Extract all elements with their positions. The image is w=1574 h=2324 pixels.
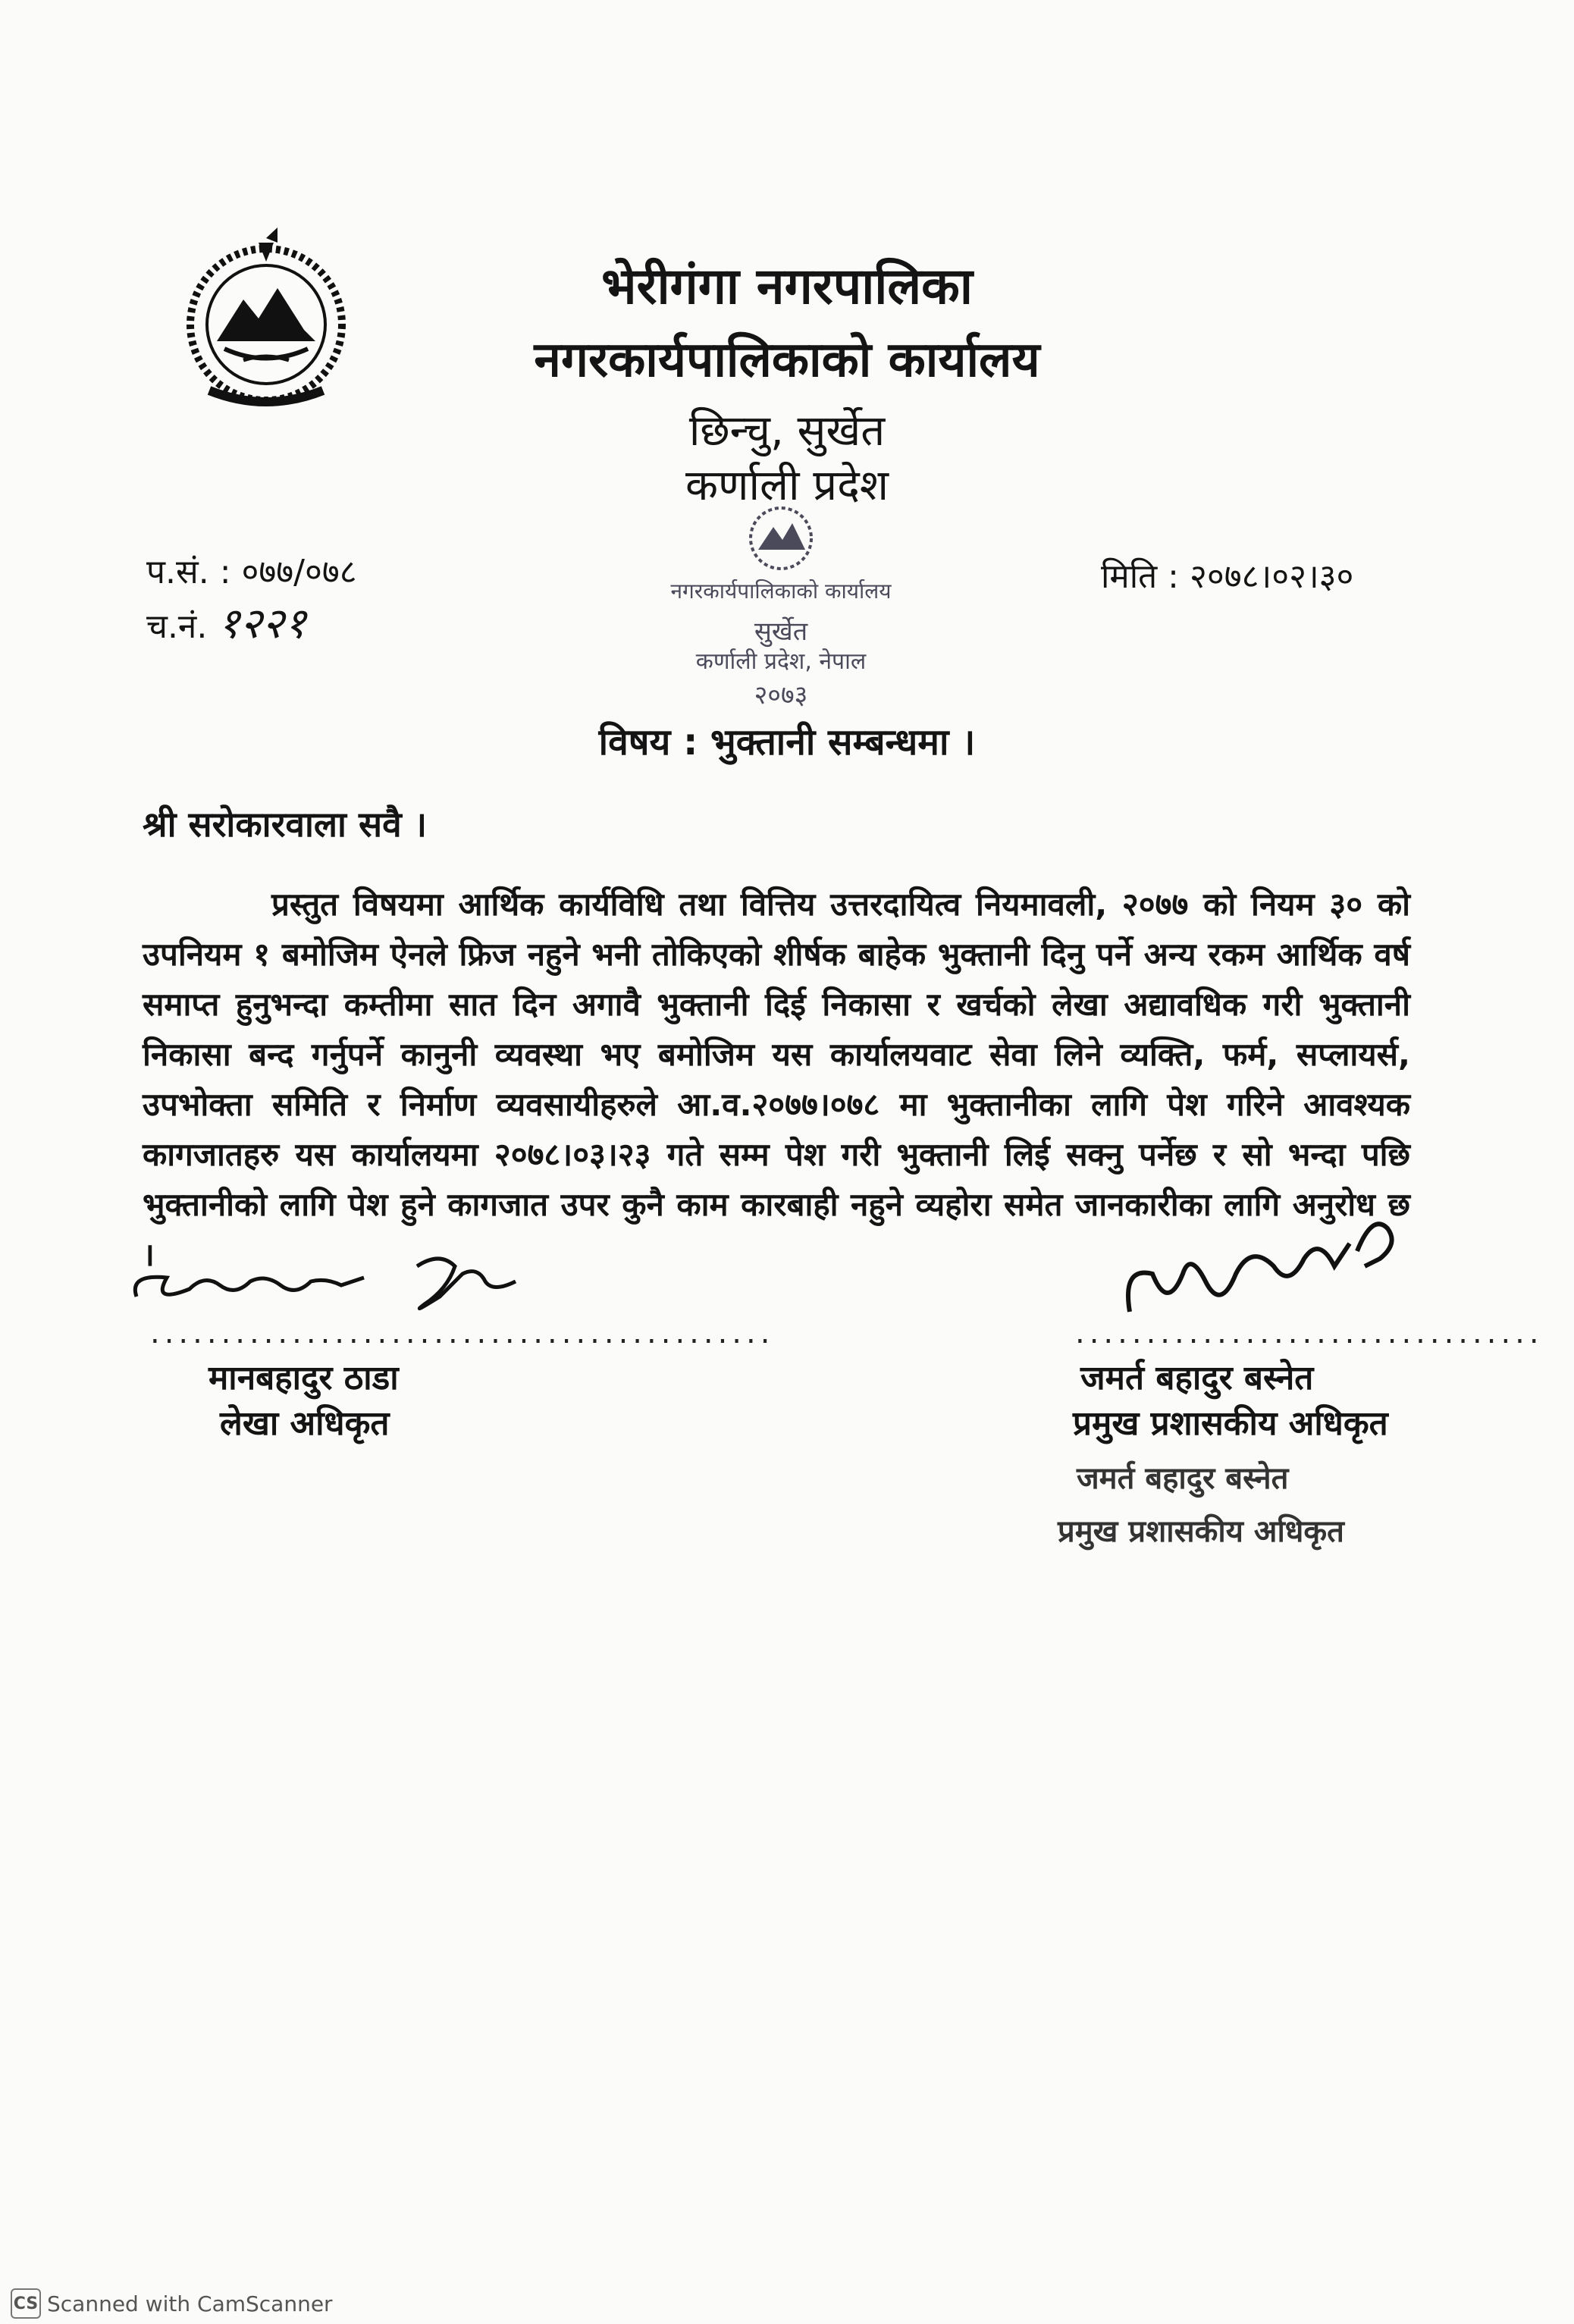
left-signatory-title: लेखा अधिकृत [220,1404,390,1443]
right-signature [1099,1198,1418,1327]
municipality-name: भेरीगंगा नगरपालिका [601,257,973,315]
right-signatory-name: जमर्त बहादुर बस्नेत [1080,1359,1314,1397]
office-address: छिन्चु, सुर्खेत [688,406,886,456]
province-name: कर्णाली प्रदेश [685,461,889,510]
right-signature-dots: ................................. [1075,1316,1544,1350]
ps-reference [146,547,357,593]
office-name: नगरकार्यपालिकाको कार्यालय [534,332,1040,388]
left-signature [121,1244,561,1327]
letter-body: प्रस्तुत विषयमा आर्थिक कार्यविधि तथा वित्तिय उत्तरदायित्व नियमावली, २०७७ को नियम ३० को उपनियम १ बमोजिम ऐनले फ्रिज नहुने भनी तोकिएको शीर्षक बाहेक भुक्तानी दिनु पर्ने अन्य रकम आर्थिक वर्ष समाप्त हुनुभन्दा कम्तीमा सात दिन अगावै भुक्तानी दिई निकासा र खर्चको लेखा अद्यावधिक गरी भुक्तानी निकासा बन्द गर्नुपर्ने कानुनी व्यवस्था भए बमोजिम यस कार्यालयवाट सेवा लिने व्यक्ति, फर्म, सप्लायर्स, उपभोक्ता समिति र निर्माण व्यवसायीहरुले आ.व.२०७७।०७८ मा भुक्तानीका लागि पेश गरिने आवश्यक कागजातहरु यस कार्यालयमा २०७८।०३।२३ गते सम्म पेश गरी भुक्तानी लिई सक्नु पर्नेछ र सो भन्दा पछि भुक्तानीको लागि पेश हुने कागजात उपर कुनै काम कारबाही नहुने व्यहोरा समेत जानकारीका लागि अनुरोध छ । [143,886,1410,1273]
stamp-line-district: सुर्खेत [754,616,808,647]
name-stamp: जमर्त बहादुर बस्नेत [1077,1460,1289,1496]
ps-value: ०७७/०७८ [241,553,357,591]
camscanner-icon: CS [11,2288,41,2319]
stamp-line-year: २०७३ [754,680,808,710]
ps-label: प.सं. : [146,553,231,591]
chn-reference [146,593,306,651]
stamp-line-province: कर्णाली प्रदेश, नेपाल [695,648,867,675]
date-reference [1101,552,1353,597]
chn-value: १२२१ [218,599,306,648]
right-signatory-title: प्रमुख प्रशासकीय अधिकृत [1073,1404,1388,1443]
left-signature-dots: ............................................ [150,1316,775,1350]
letter-subject: विषय : भुक्तानी सम्बन्धमा । [598,721,976,764]
stamp-line-office: नगरकार्यपालिकाको कार्यालय [670,579,892,604]
chn-label: च.नं. [146,607,208,646]
scanner-footer [11,2288,333,2319]
scanner-footer-text: Scanned with CamScanner [47,2291,333,2316]
salutation: श्री सरोकारवाला सवै । [143,804,428,845]
date-label: मिति : [1101,557,1179,596]
left-signatory-name: मानबहादुर ठाडा [209,1359,399,1397]
office-stamp [660,500,902,713]
date-value: २०७८।०२।३० [1190,557,1354,596]
title-stamp: प्रमुख प्रशासकीय अधिकृत [1058,1513,1344,1549]
